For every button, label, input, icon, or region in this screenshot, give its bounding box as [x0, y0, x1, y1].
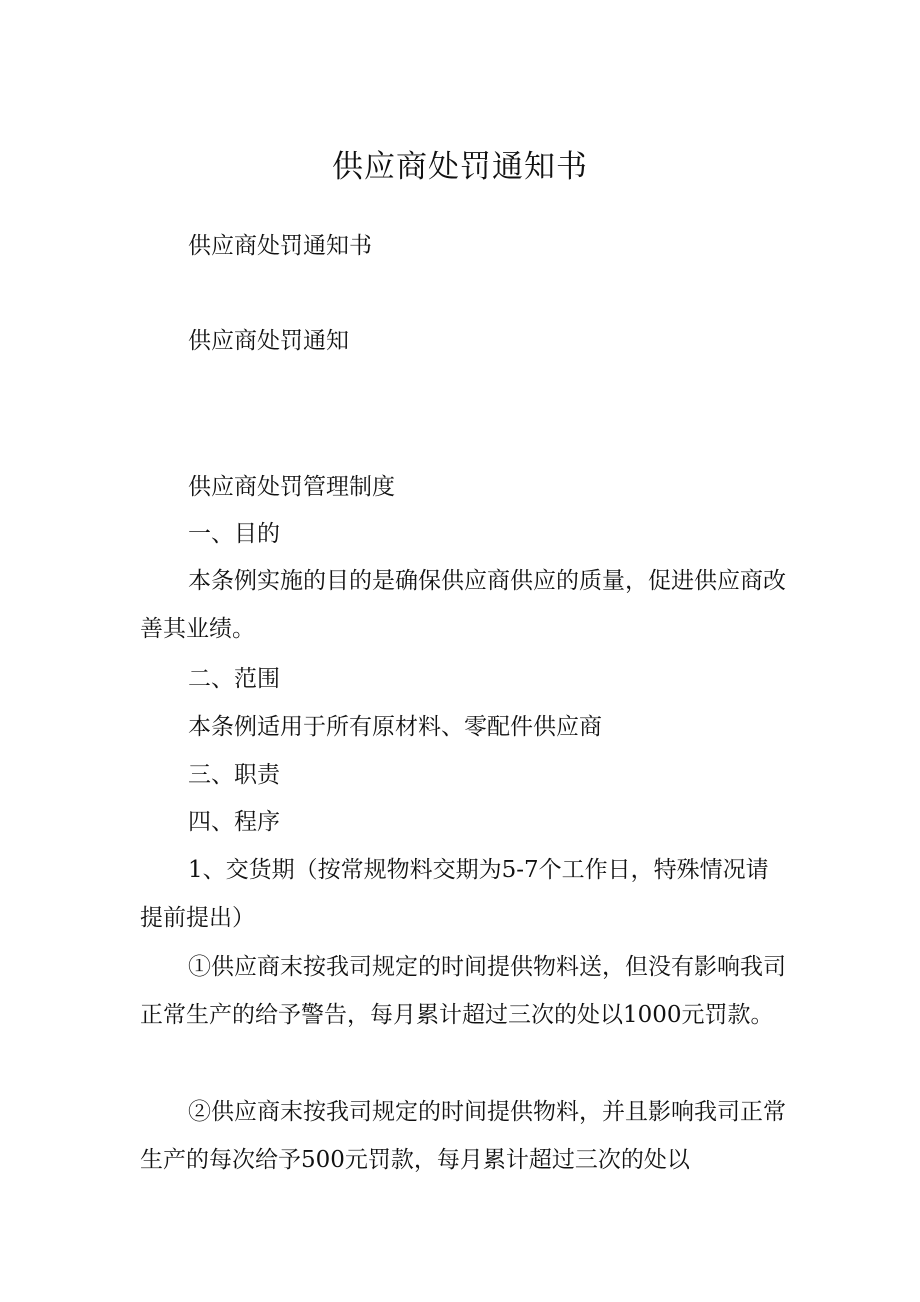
paragraph-notice: 供应商处罚通知 [188, 328, 349, 354]
section-heading-scope: 二、范围 [188, 666, 280, 692]
paragraph-scope: 本条例适用于所有原材料、零配件供应商 [188, 714, 602, 740]
section-heading-procedure: 四、程序 [188, 809, 280, 835]
document-title: 供应商处罚通知书 [332, 149, 588, 185]
section-heading-purpose: 一、目的 [188, 521, 280, 547]
paragraph-policy-heading: 供应商处罚管理制度 [188, 474, 395, 500]
paragraph-delivery: 1、交货期（按常规物料交期为5-7个工作日，特殊情况请提前提出） [140, 857, 769, 931]
section-heading-duties: 三、职责 [188, 762, 280, 788]
paragraph-rule-1: ①供应商末按我司规定的时间提供物料送，但没有影响我司正常生产的给予警告，每月累计超过三次的处以1000元罚款。 [140, 954, 786, 1028]
paragraph-rule-2: ②供应商末按我司规定的时间提供物料，并且影响我司正常生产的每次给予500元罚款，每月累计超过三次的处以 [140, 1099, 786, 1173]
paragraph-subtitle: 供应商处罚通知书 [188, 233, 372, 259]
paragraph-purpose: 本条例实施的目的是确保供应商供应的质量，促进供应商改善其业绩。 [140, 568, 786, 642]
